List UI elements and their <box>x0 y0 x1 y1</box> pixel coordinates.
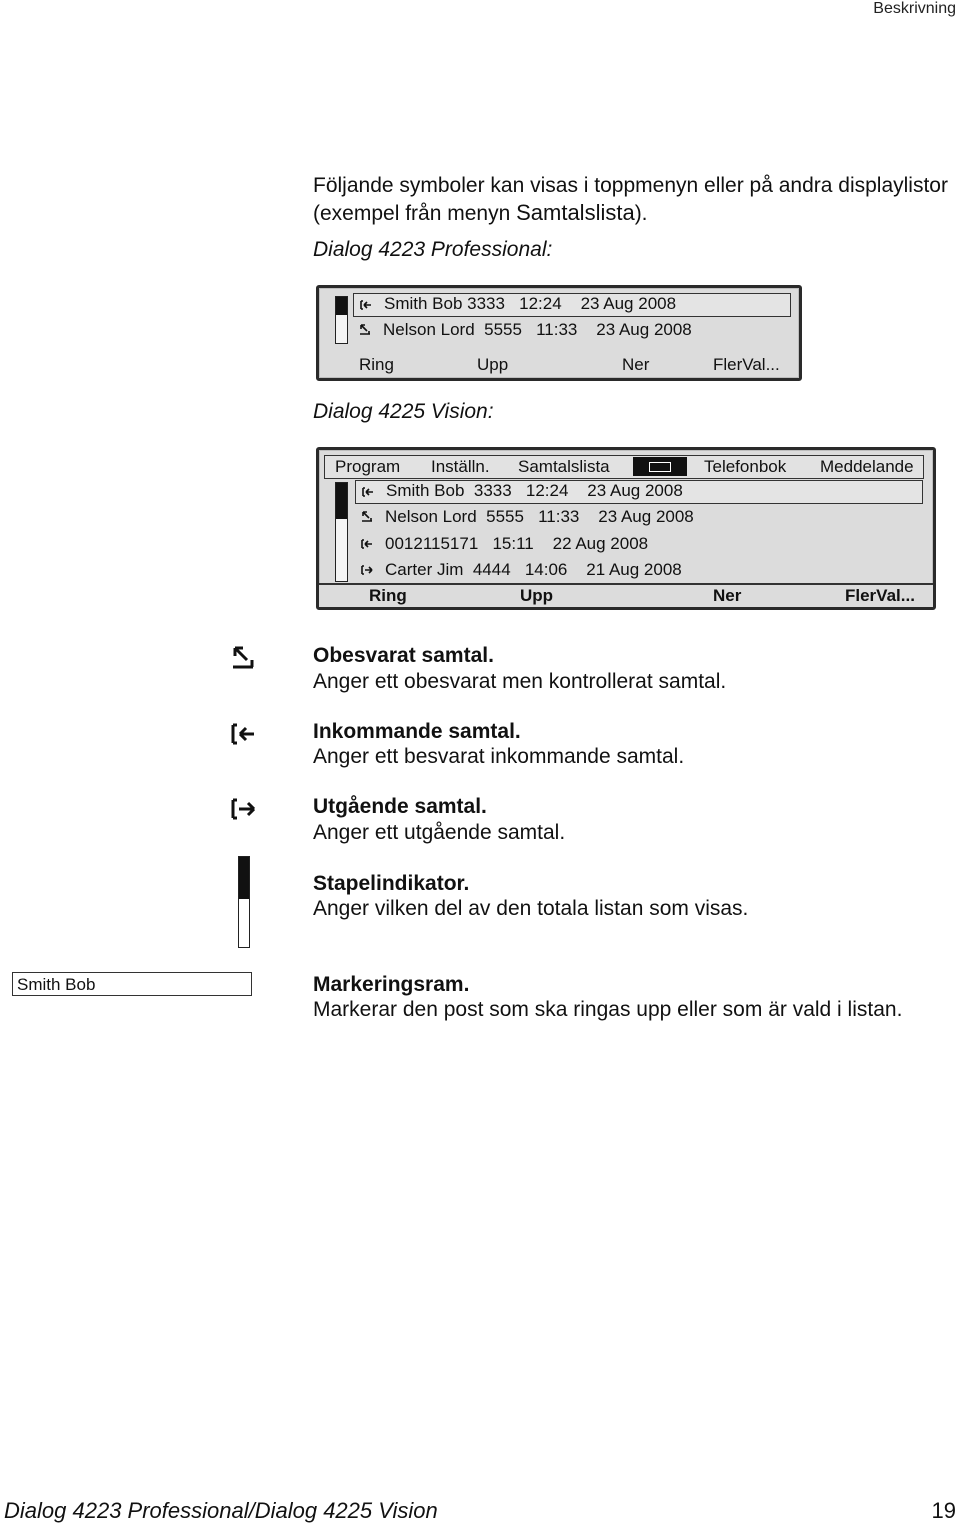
intro-paragraph <box>313 172 953 227</box>
legend-desc-missed: Anger ett obesvarat men kontrollerat samtal. <box>313 670 727 693</box>
legend-title-outgoing: Utgående samtal. <box>313 795 487 818</box>
softkey-down[interactable]: Ner <box>622 355 650 374</box>
page-number: 19 <box>931 1498 956 1523</box>
missed-call-icon <box>359 324 371 336</box>
legend-desc-outgoing: Anger ett utgående samtal. <box>313 821 566 844</box>
menu-item-call-list[interactable]: Samtalslista <box>518 457 610 476</box>
legend-title-incoming: Inkommande samtal. <box>313 720 521 743</box>
list-item[interactable]: Nelson Lord 5555 11:33 23 Aug 2008 <box>355 506 921 528</box>
incoming-call-icon <box>360 299 372 311</box>
scroll-bar-icon <box>335 482 348 582</box>
intro-line-1: Följande symboler kan visas i toppmenyn eller på andra displaylistor <box>313 174 948 197</box>
legend-desc-scrollbar: Anger vilken del av den totala listan som visas. <box>313 897 749 920</box>
menu-item-phonebook[interactable]: Telefonbok <box>704 457 787 476</box>
softkey-up[interactable]: Upp <box>477 355 509 374</box>
top-menu-bar <box>324 455 924 479</box>
list-item[interactable]: Carter Jim 4444 14:06 21 Aug 2008 <box>355 559 921 581</box>
footer-title: Dialog 4223 Professional/Dialog 4225 Vision <box>4 1498 438 1523</box>
selection-frame-sample: Smith Bob <box>12 972 252 996</box>
incoming-call-icon <box>361 538 373 550</box>
incoming-call-icon <box>230 721 256 747</box>
active-menu-indicator <box>633 457 687 476</box>
intro-line-2: (exempel från menyn Samtalslista). <box>313 200 648 225</box>
display2-label: Dialog 4225 Vision: <box>313 400 494 423</box>
menu-item-settings[interactable]: Inställn. <box>431 457 490 476</box>
softkey-down[interactable]: Ner <box>713 586 742 605</box>
scroll-bar-icon <box>335 296 348 344</box>
list-item[interactable]: Nelson Lord 5555 11:33 23 Aug 2008 <box>353 319 789 341</box>
menu-item-messages[interactable]: Meddelande <box>820 457 914 476</box>
display-4225 <box>316 447 936 610</box>
section-header: Beskrivning <box>873 0 956 17</box>
list-item[interactable]: 0012115171 15:11 22 Aug 2008 <box>355 533 921 555</box>
display1-label: Dialog 4223 Professional: <box>313 238 553 261</box>
legend-desc-selection: Markerar den post som ska ringas upp eller som är vald i listan. <box>313 998 903 1021</box>
legend-title-scrollbar: Stapelindikator. <box>313 872 470 895</box>
list-item-selected[interactable]: Smith Bob 3333 12:24 23 Aug 2008 <box>355 480 923 504</box>
missed-call-icon <box>230 645 256 671</box>
softkey-more[interactable]: FlerVal... <box>713 355 780 374</box>
menu-keyword: Samtalslista <box>516 200 635 225</box>
outgoing-call-icon <box>361 564 373 576</box>
softkey-up[interactable]: Upp <box>520 586 554 605</box>
missed-call-icon <box>361 511 373 523</box>
legend-title-selection: Markeringsram. <box>313 973 470 996</box>
softkey-more[interactable]: FlerVal... <box>845 586 915 605</box>
menu-item-program[interactable]: Program <box>335 457 401 476</box>
softkey-bar <box>319 583 933 607</box>
softkey-ring[interactable]: Ring <box>369 586 407 605</box>
display-4223 <box>316 285 802 381</box>
legend-desc-incoming: Anger ett besvarat inkommande samtal. <box>313 745 685 768</box>
legend-title-missed: Obesvarat samtal. <box>313 644 494 667</box>
softkey-ring[interactable]: Ring <box>359 355 394 374</box>
incoming-call-icon <box>362 486 374 498</box>
outgoing-call-icon <box>230 796 256 822</box>
list-item-selected[interactable]: Smith Bob 3333 12:24 23 Aug 2008 <box>353 293 791 317</box>
scroll-bar-icon <box>238 856 250 948</box>
